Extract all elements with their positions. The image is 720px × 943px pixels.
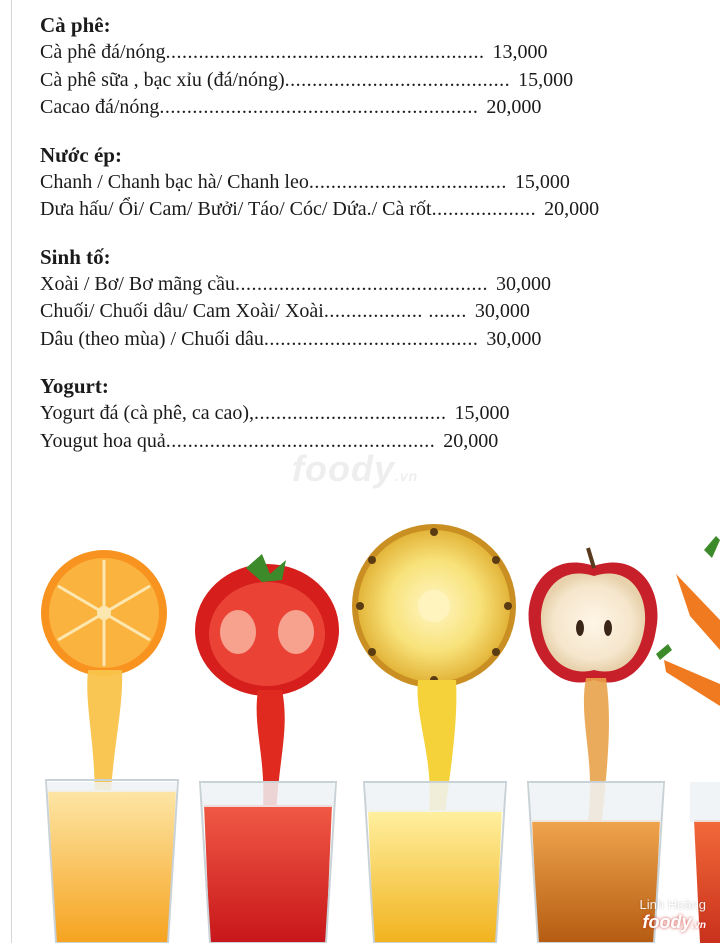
item-price: 13,000 — [492, 41, 548, 63]
menu-section — [40, 12, 710, 122]
item-name: Dâu (theo mùa) / Chuối dâu — [40, 327, 264, 350]
menu-section — [40, 373, 710, 455]
item-price: 30,000 — [496, 272, 552, 295]
watermark-suffix: .vn — [394, 468, 419, 484]
credit-brand: foody — [642, 912, 692, 932]
menu-section — [40, 142, 710, 224]
dot-leader: .............................................. — [235, 272, 489, 295]
dot-leader: ....................................... — [263, 327, 479, 350]
item-price: 15,000 — [518, 68, 574, 91]
dot-leader: .................................... — [308, 170, 507, 193]
section-title: Sinh tố: — [40, 244, 111, 269]
tomato-slice — [195, 554, 339, 696]
carrot — [656, 536, 720, 706]
item-name: Cà phê đá/nóng — [40, 41, 166, 63]
item-price: 20,000 — [544, 198, 600, 220]
section-title: Cà phê: — [40, 13, 111, 37]
orange-juice-glass — [46, 780, 178, 943]
credit-logo — [643, 912, 706, 932]
menu-item — [40, 271, 710, 299]
watermark-brand: foody — [292, 448, 395, 489]
item-name: Yogurt đá (cà phê, ca cao), — [40, 402, 254, 424]
dot-leader: .......................................................... — [165, 41, 485, 63]
dot-leader: ................................................. — [165, 429, 436, 452]
item-price: 20,000 — [443, 429, 499, 452]
apple-half — [529, 548, 658, 683]
menu — [40, 12, 710, 475]
menu-item — [40, 94, 710, 122]
item-name: Cacao đá/nóng — [40, 96, 160, 118]
orange-slice — [41, 550, 167, 676]
item-price: 30,000 — [486, 327, 542, 350]
menu-item — [40, 67, 710, 95]
dot-leader: ................................... — [254, 402, 447, 424]
credit-suffix: .vn — [691, 920, 706, 931]
item-price: 15,000 — [454, 402, 510, 424]
item-name: Dưa hấu/ Ổi/ Cam/ Bưởi/ Táo/ Cóc/ Dứa./ Cà rốt — [40, 198, 432, 220]
item-name: Cà phê sữa , bạc xỉu (đá/nóng) — [40, 68, 285, 91]
menu-item — [40, 400, 710, 428]
photo-credit — [640, 897, 707, 933]
dot-leader: ................... — [431, 198, 537, 220]
foody-watermark — [292, 448, 418, 490]
menu-item — [40, 298, 710, 326]
item-name: Yougut hoa quả — [40, 429, 166, 452]
section-title: Nước ép: — [40, 142, 122, 167]
menu-item — [40, 196, 710, 224]
item-name: Chanh / Chanh bạc hà/ Chanh leo — [40, 170, 309, 193]
dot-leader: ......................................... — [284, 68, 511, 91]
item-price: 15,000 — [514, 170, 570, 193]
item-name: Chuối/ Chuối dâu/ Cam Xoài/ Xoài — [40, 300, 324, 322]
item-price: 20,000 — [486, 96, 542, 118]
dot-leader: .......................................................... — [159, 96, 479, 118]
menu-item — [40, 326, 710, 354]
pineapple-slice — [352, 524, 516, 688]
menu-item — [40, 39, 710, 67]
credit-author: Linh Hoàng — [639, 897, 706, 912]
juice-illustration — [0, 520, 720, 943]
item-name: Xoài / Bơ/ Bơ mãng cầu — [40, 272, 236, 295]
dot-leader: .................. ....... — [323, 300, 467, 322]
menu-section — [40, 244, 710, 354]
section-title: Yogurt: — [40, 374, 109, 398]
menu-item — [40, 169, 710, 197]
item-price: 30,000 — [474, 300, 530, 322]
pineapple-juice-glass — [364, 782, 506, 943]
tomato-juice-glass — [200, 782, 336, 943]
